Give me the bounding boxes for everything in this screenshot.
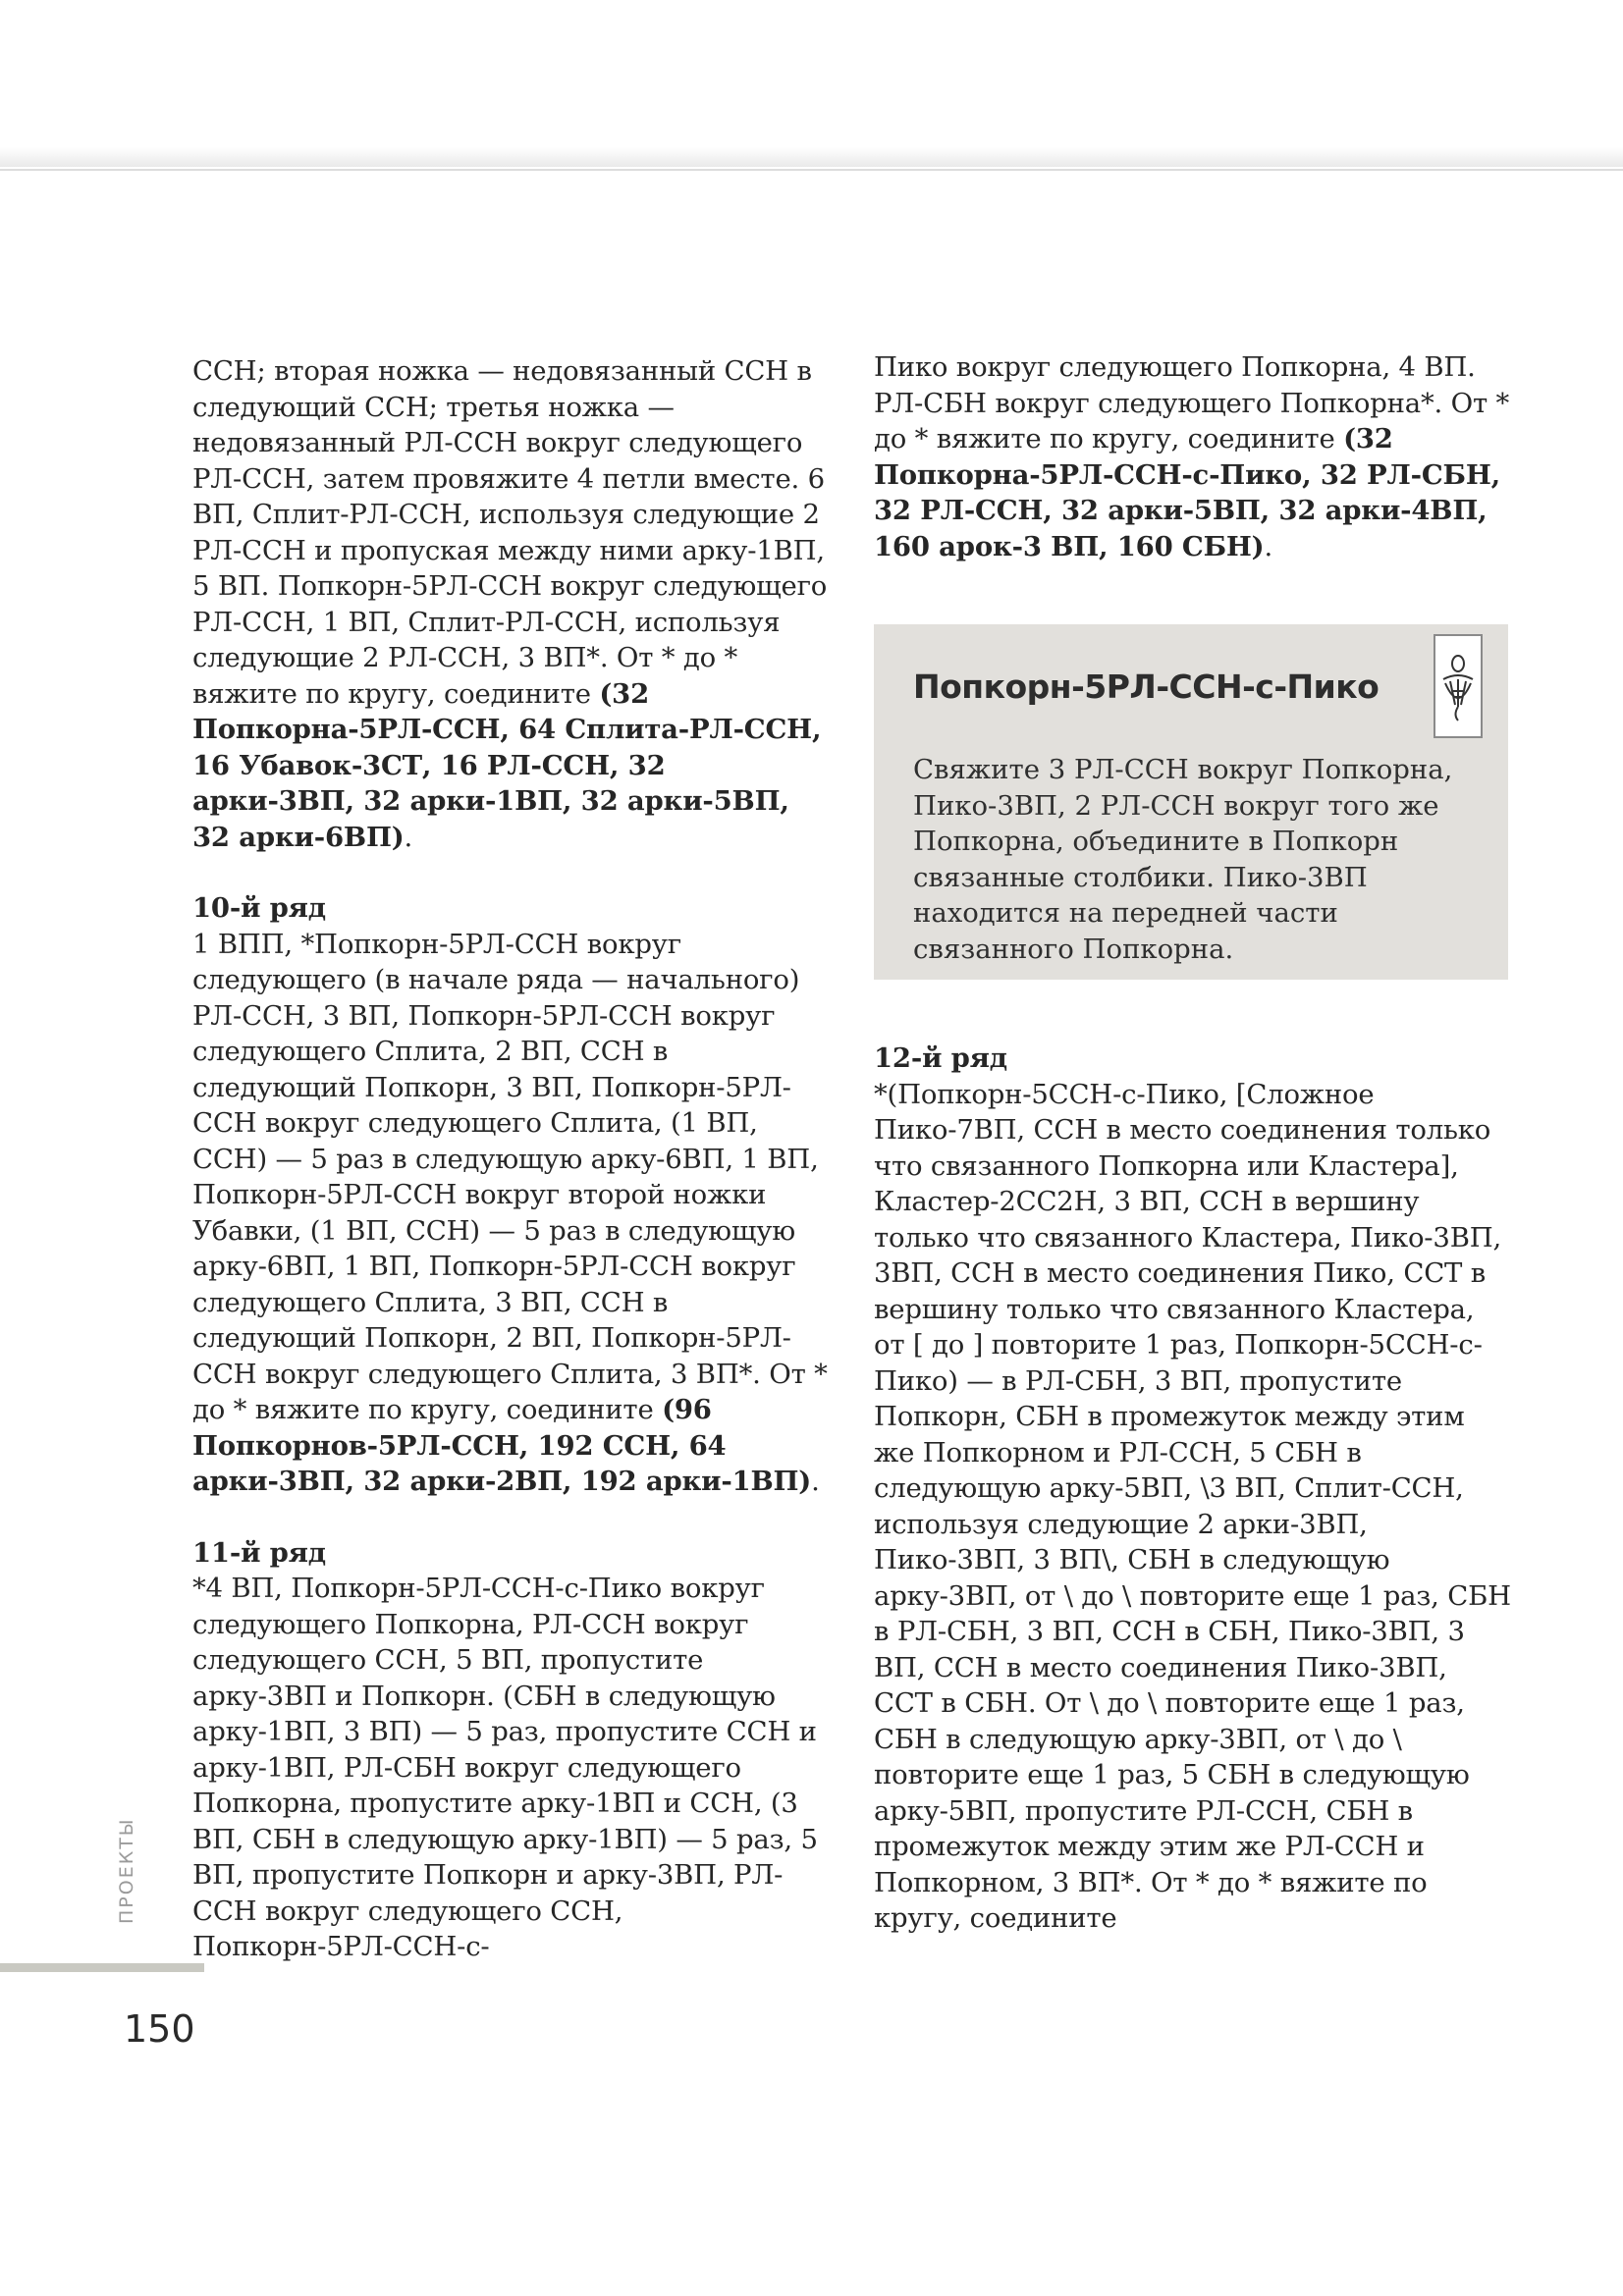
row10-end: . <box>811 1466 820 1497</box>
right-text-column-lower <box>874 1041 1512 1937</box>
row11-continuation <box>874 349 1512 564</box>
stitch-definition-box <box>874 624 1508 980</box>
scan-top-margin <box>0 0 1623 167</box>
row10-heading: 10-й ряд <box>192 892 326 924</box>
row10-summary: (96 Попкорнов-5РЛ-ССН, 192 ССН, 64 арки-3ВП, 32 арки-2ВП, 192 арки-1ВП) <box>192 1394 812 1497</box>
row10-instructions <box>192 927 831 1500</box>
row12-heading: 12-й ряд <box>874 1042 1007 1074</box>
right-text-column <box>874 349 1512 564</box>
row9-continuation <box>192 353 831 855</box>
popcorn-picot-symbol-graphic <box>1435 636 1481 736</box>
popcorn-picot-symbol-icon <box>1434 634 1483 738</box>
row11-summary: (32 Попкорна-5РЛ-ССН-с-Пико, 32 РЛ-СБН, 32 РЛ-ССН, 32 арки-5ВП, 32 арки-4ВП, 160 арок-3 ВП, 160 СБН) <box>874 423 1501 562</box>
row11-end: . <box>1264 530 1273 562</box>
row10-text: 1 ВПП, *Попкорн-5РЛ-ССН вокруг следующего (в начале ряда — начального) РЛ-ССН, 3 ВП, Попкорн-5РЛ-ССН вокруг следующего Сплита, 2 ВП, ССН в следующий Попкорн, 3 ВП, Попкорн-5РЛ-ССН вокруг следующего Сплита, (1 ВП, ССН) — 5 раз в следующую арку-6ВП, 1 ВП, Попкорн-5РЛ-ССН вокруг второй ножки Убавки, (1 ВП, ССН) — 5 раз в следующую арку-6ВП, 1 ВП, Попкорн-5РЛ-ССН вокруг следующего Сплита, 3 ВП, ССН в следующий Попкорн, 2 ВП, Попкорн-5РЛ-ССН вокруг следующего Сплита, 3 ВП*. От * до * вяжите по кругу, соедините <box>192 928 828 1425</box>
row9-end: . <box>404 821 413 853</box>
row9-summary: (32 Попкорна-5РЛ-ССН, 64 Сплита-РЛ-ССН, 16 Убавок-3СТ, 16 РЛ-ССН, 32 арки-3ВП, 32 арки-1ВП, 32 арки-5ВП, 32 арки-6ВП) <box>192 677 822 853</box>
page-number: 150 <box>124 2007 195 2051</box>
row11-text: *4 ВП, Попкорн-5РЛ-ССН-с-Пико вокруг следующего Попкорна, РЛ-ССН вокруг следующего ССН, 5 ВП, пропустите арку-3ВП и Попкорн. (СБН в следующую арку-1ВП, 3 ВП) — 5 раз, пропустите ССН и арку-1ВП, РЛ-СБН вокруг следующего Попкорна, пропустите арку-1ВП и ССН, (3 ВП, СБН в следующую арку-1ВП) — 5 раз, 5 ВП, пропустите Попкорн и арку-3ВП, РЛ-ССН вокруг следующего ССН, Попкорн-5РЛ-ССН-с- <box>192 1573 818 1962</box>
row11-cont-text: Пико вокруг следующего Попкорна, 4 ВП. РЛ-СБН вокруг следующего Попкорна*. От * до * вяжите по кругу, соедините <box>874 351 1510 454</box>
stitch-definition-body: Свяжите 3 РЛ-ССН вокруг Попкорна, Пико-3ВП, 2 РЛ-ССН вокруг того же Попкорна, объедините в Попкорн связанные столбики. Пико-3ВП находится на передней части связанного Попкорна. <box>913 754 1453 965</box>
section-label: ПРОЕКТЫ <box>116 1817 137 1924</box>
row11-heading: 11-й ряд <box>192 1536 326 1569</box>
left-text-column <box>192 353 831 1965</box>
row9-text: ССН; вторая ножка — недовязанный ССН в следующий ССН; третья ножка — недовязанный РЛ-ССН вокруг следующего РЛ-ССН, затем провяжите 4 петли вместе. 6 ВП, Сплит-РЛ-ССН, используя следующие 2 РЛ-ССН и пропуская между ними арку-1ВП, 5 ВП. Попкорн-5РЛ-ССН вокруг следующего РЛ-ССН, 1 ВП, Сплит-РЛ-ССН, используя следующие 2 РЛ-ССН, 3 ВП*. От * до * вяжите по кругу, соедините <box>192 355 828 710</box>
stitch-definition-title: Попкорн-5РЛ-ССН-с-Пико <box>913 667 1380 706</box>
row12-text: *(Попкорн-5ССН-с-Пико, [Сложное Пико-7ВП, ССН в место соединения только что связанного Попкорна или Кластера], Кластер-2СС2Н, 3 ВП, ССН в вершину только что связанного Кластера, Пико-3ВП, 3ВП, ССН в место соединения Пико, ССТ в вершину только что связанного Кластера, от [ до ] повторите 1 раз, Попкорн-5ССН-с-Пико) — в РЛ-СБН, 3 ВП, пропустите Попкорн, СБН в промежуток между этим же Попкорном и РЛ-ССН, 5 СБН в следующую арку-5ВП, \3 ВП, Сплит-ССН, используя следующие 2 арки-3ВП, Пико-3ВП, 3 ВП\, СБН в следующую арку-3ВП, от \ до \ повторите еще 1 раз, СБН в РЛ-СБН, 3 ВП, ССН в СБН, Пико-3ВП, 3 ВП, ССН в место соединения Пико-3ВП, ССТ в СБН. От \ до \ повторите еще 1 раз, СБН в следующую арку-3ВП, от \ до \ повторите еще 1 раз, 5 СБН в следующую арку-5ВП, пропустите РЛ-ССН, СБН в промежуток между этим же РЛ-ССН и Попкорном, 3 ВП*. От * до * вяжите по кругу, соедините <box>874 1078 1511 1934</box>
section-bar <box>0 1963 204 1972</box>
